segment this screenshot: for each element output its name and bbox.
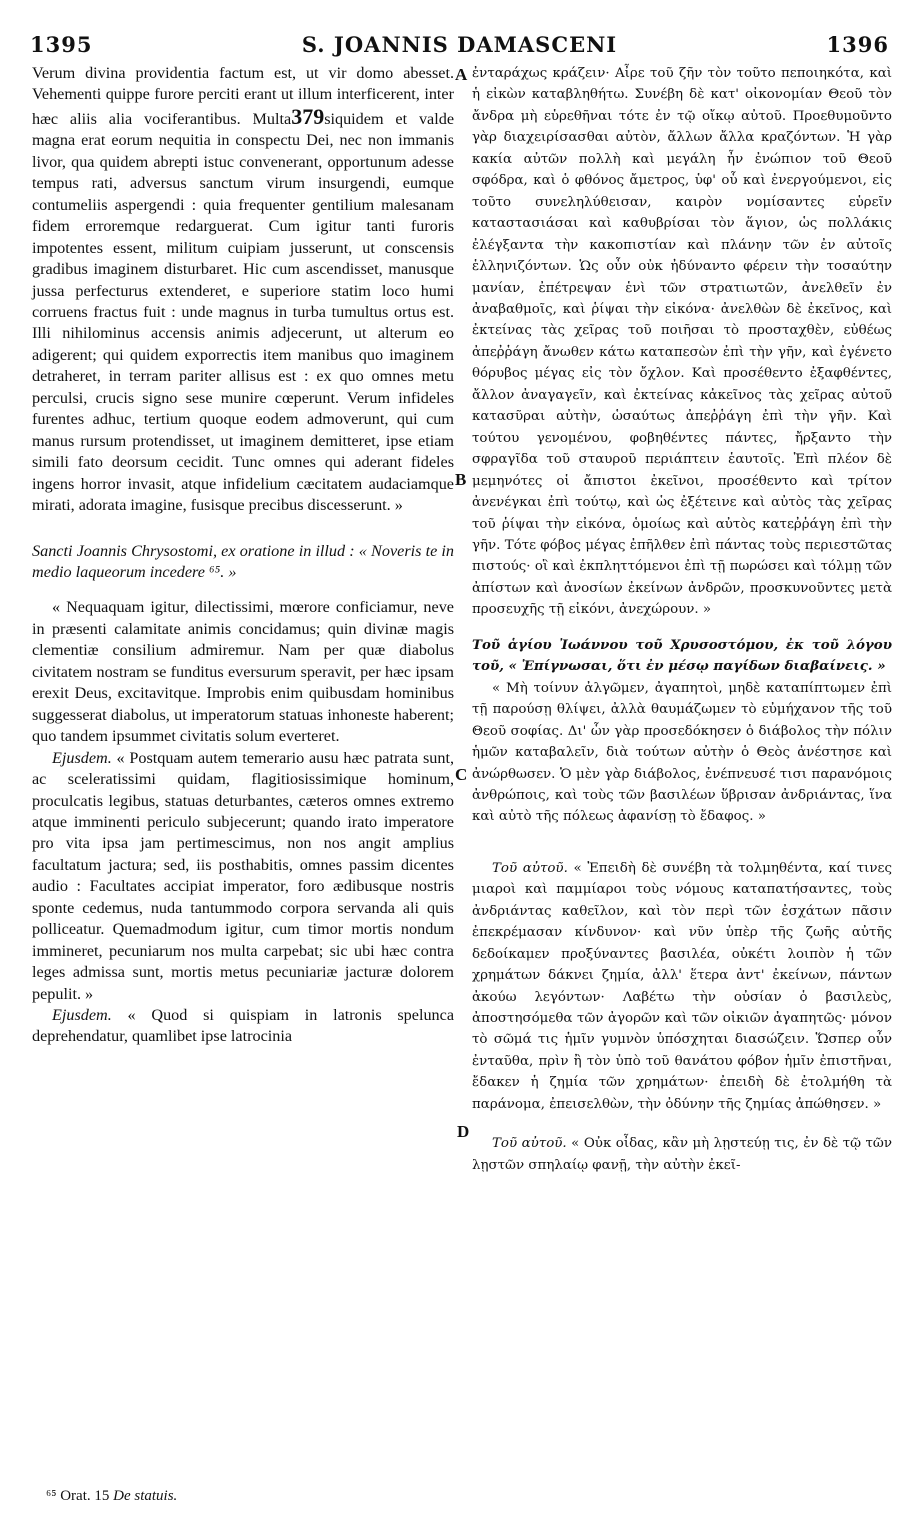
greek-heading-chrysostom: Τοῦ ἁγίου Ἰωάννου τοῦ Χρυσοστόμου, ἐκ τοῦ λόγου τοῦ, « Ἐπίγνωσαι, ὅτι ἐν μέσῳ παγίδων διαβαίνεις. » — [472, 636, 892, 675]
margin-letter-c: C — [455, 765, 468, 784]
greek-paragraph-4: Τοῦ αὐτοῦ. « Οὐκ οἶδας, κἂν μὴ λῃστεύῃ τις, ἐν δὲ τῷ τῶν λῃστῶν σπηλαίῳ φανῇ, τὴν αὐτὴν ἐκεῖ- — [472, 1136, 892, 1173]
running-title: S. JOANNIS DAMASCENI — [301, 32, 618, 57]
margin-letter-a: A — [455, 65, 468, 84]
latin-paragraph-4: Ejusdem. « Quod si quispiam in latronis speluncа deprehendatur, quamlibet ipse latrocinia — [32, 1006, 454, 1046]
greek-paragraph-3: Τοῦ αὐτοῦ. « Ἐπειδὴ δὲ συνέβη τὰ τολμηθέντα, καί τινες μιαροὶ καὶ παμμίαροι τοὺς νόμους καταπατήσαντες, τοὺς ἀνδριάντας καθεῖλον, καὶ τὸν περὶ τῶν ἐσχάτων πᾶσιν ἐπεκρέμασαν κίνδυνον· καὶ νῦν ὑπὲρ τῆς ζωῆς αὐτῆς δεδοίκαμεν προξύναντες βασιλέα, οὐκέτι λοιπὸν ἡ τῶν χρημάτων δάκνει ζημία, ἀλλ' ἕτερα ἀντ' ἐκείνων, πάντων ἀκούω λεγόντων· Λαβέτω τὴν οὐσίαν ὁ βασιλεὺς, ἀποστησόμεθα τῶν ἀγορῶν καὶ τῶν οἰκιῶν ἀγαπητῶς· μόνον τὸ σῶμά τις ἡμῖν γυμνὸν ὑπόσχηται διασώζειν. Ὥσπερ οὖν ἐνταῦθα, πρὶν ἢ τὸν ὑπὸ τοῦ θανάτου φόβον ἡμῖν ἐπιστῆναι, ἔδακεν ἡ ζημία τῶν χρημάτων· ἐπειδὴ δὲ ἐτολμήθη τὰ παράνομα, ἐπεισελθὼν, τὴν ὀδύνην τῆς ζημίας ἀπώθησεν. » — [472, 860, 892, 1112]
column-number-mark: 379 — [291, 103, 325, 129]
footnote-title: De statuis. — [113, 1488, 178, 1504]
greek-paragraph-1: ἐνταράχως κράζειν· Αἶρε τοῦ ζῆν τὸν τοῦτο πεποιηκότα, καὶ ἡ εἰκὼν καταβληθήτω. Συνέβη δὲ κατ' οἰκονομίαν Θεοῦ τὸν ἄνδρα μὴ εὑρεθῆναι τότε ἐν τῷ οἴκῳ αὐτοῦ. Προεθυμοῦντο γὰρ διαχειρίσασθαι αὐτὸν, ἄλλων ἄλλα κραζόντων. Ἡ γὰρ κακία αὐτῶν πολλὴ καὶ μεγάλη ἦν ἐνώπιον τοῦ Θεοῦ σφόδρα, καὶ ὁ φθόνος ἄμετρος, ὑφ' οὗ καὶ ἐνεργούμενοι, εἰς τοῦτο συνεληλύθεισαν, καιρὸν νομίσαντες εὑρεῖν καταστασιάσαι καὶ καθυβρίσαι τὸν ἅγιον, ὡς πολλάκις ἐλέγξαντα τὴν κακοπιστίαν καὶ πλάνην τῶν ἐν αὐτοῖς ἑλληνιζόντων. Ὡς οὖν οὐκ ἠδύναντο φέρειν τὴν τοσαύτην μανίαν, ἐπέτρεψαν ἑνὶ τῶν στρατιωτῶν, ἀνελθεῖν ἐν ἀναβαθμοῖς, καὶ ῥίψαι τὴν εἰκόνα· ἀνελθὼν δὲ ἐκεῖνος, καὶ ἐκτείνας τὰς χεῖρας τοῦ ποιῆσαι τὸ προσταχθὲν, εὐθέως ἀπεῤῥάγη ἄνωθεν κάτω καταπεσὼν ἐπὶ τὴν γῆν, καὶ ἐγένετο θόρυβος μέγας εἰς τὸν ὄχλον. Καὶ προσέθεντο ἐξαφθέντες, ἄλλον ἀναγαγεῖν, καὶ ἐκτείνας κἀκεῖνος τὰς χεῖρας αὐτοῦ κατασῦραι αὐτὴν, ὡσαύτως ἀπεῤῥάγη ἐπὶ τὴν γῆν. Καὶ τούτου γενομένου, φοβηθέντες πάντες, ἤρξαντο τὴν σφραγῖδα τοῦ σταυροῦ περιάπτειν ἑαυτοῖς. Ἐπὶ πλέον δὲ μεμηνότες οἱ ἄπιστοι ἐκεῖνοι, προσέθεντο καὶ τρίτον ἀνενέγκαι ἐπὶ τούτῳ, καὶ ὡς ἐξέτεινε καὶ αὐτὸς τὰς χεῖρας τοῦ ῥίψαι τὴν εἰκόνα, ὁμοίως καὶ αὐτὸς κατεῤῥάγη ἐπὶ τὴν γῆν. Τότε φόβος μέγας ἐπῆλθεν ἐπὶ πάντας τοὺς περιεστῶτας πιστούς· οἳ καὶ ἐκπληττόμενοι ἐπὶ τῇ πωρώσει καὶ τόλμῃ τῶν ἀπίστων καὶ ἀνοσίων ἐκείνων ἀνδρῶν, προσκυνοῦντες μετὰ προσευχῆς τῇ εἰκόνι, ἀνεχώρουν. » — [472, 66, 892, 618]
footnote-mark: ⁶⁵ — [46, 1488, 57, 1504]
latin-column — [32, 63, 454, 1048]
footnote-text: Orat. 15 — [60, 1488, 110, 1504]
latin-paragraph-1: Verum divina providentia factum est, ut vir domo abesset. Vehementi quippe furore perciti erant ut illum interficerent, inter hæc aliis alia vociferantibus. Multa379siquidem et valde magna erat eorum nequitia in conspectu Dei, nec non immanis livor, qua quidem abrepti istuc convenerant, opportunum adesse tempus rati, adversus sanctum virum insurgendi, eumque contumeliis aspergendi : quia frequenter gentilium malesanam fidem erroremque redarguerat. Cum igitur tanti furoris impotentes essent, militum cuipiam jusserunt, ut conscensis gradibus imaginem disturbaret. Hic cum ascendisset, manusque jussa perfecturus extenderet, e superiore statim loco humi corruens fractus fuit : unde magnus in turba tumultus ortus est. Illi nihilominus accensis animis adjecerunt, ut alterum eo adigerent; qui quidem exporrectis item manibus quo imaginem detraheret, in terram pariter allisus est : ex quo omnes metu perculsi, crucis signo sese munire cœperunt. Verum infideles furentes adhuc, tertium quoque eodem admoverunt, qui cum manus rursum protendisset, ut imaginem demitteret, ipse etiam simili fato deorsum cecidit. Tunc omnes qui aderant fideles ingens horror invasit, atque infidelium cæcitatem audaciamque mirati, adorata imagine, fusisque precibus discesserunt. » — [32, 64, 454, 515]
latin-paragraph-3: Ejusdem. « Postquam autem temerario ausu hæc patrata sunt, ac sceleratissimi quidam, flagitiosissimique hominum, proculcatis legibus, statuas deturbantes, cæteros omnes extremo atque imminenti periculo subjecerunt; quando irato imperatore pro vita ipsa jam pertimescimus, non nos angit amplius facultatum jactura; sed, iis posthabitis, omnes passim dicentes audio : Facultates accipiat imperator, foro ædibusque nostris sponte cedemus, nuda tantummodo corpora servanda ali quis polliceatur. Quemadmodum igitur, cum timor mortis nondum immineret, pecuniarum nos multa carpebat; sic ubi hæc contra leges admissa sunt, mortis metus pecuniariæ jacturæ dolorem pepulit. » — [32, 748, 454, 1003]
margin-letter-d: D — [457, 1122, 470, 1141]
page-number-left: 1395 — [30, 32, 93, 57]
margin-letter-b: B — [455, 470, 467, 489]
footnote — [46, 1488, 177, 1505]
greek-paragraph-2: « Μὴ τοίνυν ἀλγῶμεν, ἀγαπητοὶ, μηδὲ καταπίπτωμεν ἐπὶ τῇ παρούσῃ θλίψει, ἀλλὰ θαυμάζωμεν τὸ εὐμήχανον τῆς τοῦ Θεοῦ σοφίας. Δι' ὧν γὰρ προσεδόκησεν ὁ διάβολος τὴν πόλιν ἡμῶν καταβαλεῖν, διὰ τούτων αὐτὴν ὁ Θεὸς ἀνέστησε καὶ ἀνώρθωσεν. Ὁ μὲν γὰρ διάβολος, ἐνέπνευσέ τισι παρανόμοις ἀνθρώποις, καὶ τοὺς τῶν βασιλέων ὕβρισαν ἀνδριάντας, ἵνα καὶ αὐτὸ τῆς πόλεως ἀφανίσῃ τὸ ἔδαφος. » — [472, 680, 892, 825]
page-number-right: 1396 — [826, 32, 889, 57]
running-header — [0, 32, 919, 62]
greek-column — [472, 63, 892, 1176]
latin-heading-chrysostom: Sancti Joannis Chrysostomi, ex oratione in illud : « Noveris te in medio laqueorum incedere ⁶⁵. » — [32, 541, 454, 581]
latin-paragraph-2: « Nequaquam igitur, dilectissimi, mœrore conficiamur, neve in præsenti calamitate animis concidamus; quin divinæ magis clementiæ consilium admiremur. Nam per quæ diabolus civitatem nostram se funditus eversurum speravit, per hæc ipsam erexit Deus, excitavitque. Improbis enim quibusdam hominibus suggesserat diabolus, ut imperatorum statuas inhoneste haberent; quo tandem ipsummet civitatis solum everteret. — [32, 598, 454, 746]
